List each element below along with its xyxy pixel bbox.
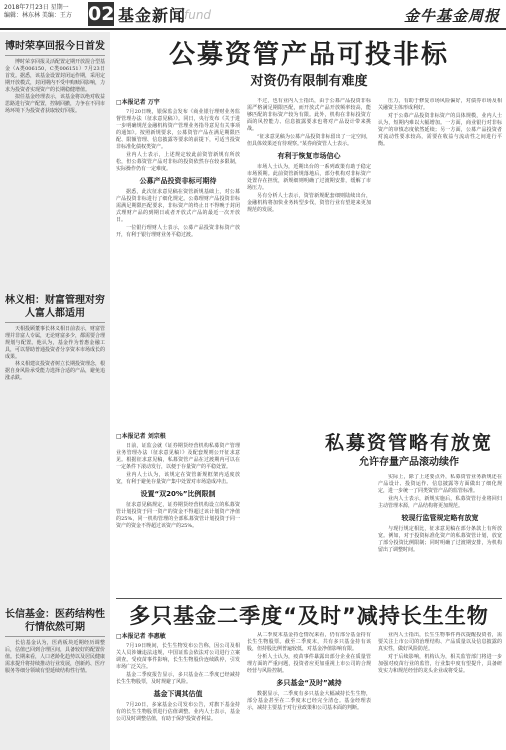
section-heading: 有利于恢复市场信心: [277, 152, 341, 160]
section-heading: 基金下调其估值: [153, 690, 203, 698]
paragraph: 数据显示，二季度有多只基金大幅减持长生生物，部分基金甚至在二季度末已经完全清仓。基金经理表示，减持主要基于对行业政策和公司基本面的判断。: [247, 691, 371, 711]
article-1-column-3: [378, 98, 502, 428]
editor-credit: 编辑：林东林 美编：王方: [4, 12, 72, 19]
main-content: [116, 32, 502, 750]
article-2-column-right: [378, 474, 502, 592]
section-heading: 公募产品投资非标可期待: [139, 177, 217, 185]
paragraph: 业内人士认为，该规定在资管新规框架内适度放宽，有利于避免存量资产集中处置对市场造成冲击。: [116, 472, 240, 485]
byline: □本报记者 李惠敏: [116, 633, 166, 640]
paragraph: 7月20日，多家基金公司发布公告，对旗下基金持有的长生生物股票进行估值调整。业内人士表示，基金公司及时调整估值，有助于保护投资者利益。: [116, 702, 240, 722]
paragraph: 据悉，此次征求意见稿在资管新规基础上，对公募产品投资非标进行了细化规定。公募理财产品投资非标需满足期限匹配要求，非标资产的终止日不得晚于封闭式理财产品的到期日或者开放式产品的最近一次开放日。: [116, 189, 240, 223]
sidebar-brief-2: [0, 294, 110, 594]
article-3-headline: 多只基金二季度“及时”减持长生生物: [116, 598, 502, 629]
article-3-column-1: [116, 632, 240, 748]
brief-headline: 林义相：财富管理对穷人富人都适用: [5, 294, 105, 323]
paragraph: 另有分析人士表示，资管新规配套细则陆续出台，金融机构将加快业务转型步伐，资管行业有望迎来更加规范的发展。: [247, 193, 371, 213]
issue-date: 2018年7月23日 星期一: [4, 4, 69, 11]
paragraph: 压力，有助于修复市场风险偏好，对债券市场及相关融资主体形成利好。: [378, 98, 502, 111]
article-3-column-3: [378, 632, 502, 748]
article-1-column-2: [247, 98, 371, 584]
paragraph: 业内人士表示，上述规定较此前资管新规有所放松，但公募资管产品对非标的投资依然存在较多限制，实际操作仍有一定难度。: [116, 152, 240, 172]
paragraph: 基金二季度报告显示，多只基金在二季度已经减持长生生物股票，及时规避了风险。: [116, 672, 240, 685]
paragraph: 实际上，除了上述要点外，私募资管业务新规还在产品设计、投资运作、信息披露等方面做出了细化规定，进一步统一了同类资管产品的监管标准。: [378, 474, 502, 494]
paragraph: 7月19日晚间，长生生物发布公告称，因公司及相关人员涉嫌违法违规，中国证监会依法对公司进行立案调查。受疫苗事件影响，长生生物股价连续跌停，引发市场广泛关注。: [116, 643, 240, 670]
paragraph: 一位银行理财人士表示，公募产品投资非标资产放开，有利于银行理财业务平稳过渡。: [116, 225, 240, 238]
byline: □本报记者 万宇: [116, 99, 160, 106]
byline: □本报记者 刘宗根: [116, 433, 166, 440]
paragraph: 7月20日晚，银保监会发布《商业银行理财业务监督管理办法（征求意见稿）》。同日，央行发布《关于进一步明确规范金融机构资产管理业务指导意见有关事项的通知》。按照新规要求，公募资管产品在满足期限匹配、限额管理、信息披露等要求的前提下，可适当投资非标准化债权类资产。: [116, 109, 240, 150]
paragraph: 业内人士指出，长生生物事件再次提醒投资者，需要关注上市公司的治理结构、产品质量以及信息披露的真实性，做好风险防范。: [378, 632, 502, 652]
section-heading: 较现行监管规定略有放宽: [401, 514, 479, 522]
paragraph: 从二季度末基金持仓情况来看，仍有部分基金持有长生生物股票。截至二季度末，共有多只基金持有该股，但持股比例普遍较低，对基金净值影响有限。: [247, 632, 371, 652]
page-number: 02: [88, 3, 115, 25]
paragraph: 业内人士表示，新规实施后，私募资管行业将回归主动管理本源，产品结构将更加规范。: [378, 496, 502, 509]
brief-paragraph: 拟任基金经理表示，该基金将以绝对收益思路进行资产配置，控制回撤，力争在不同市场环境下为投资者获取较好回报。: [5, 94, 106, 114]
brief-paragraph: 天相投顾董事长林义相日前表示，财富管理并非富人专属，无论财富多少，都需要合理规划与配置。他认为，基金作为普惠金融工具，可以帮助普通投资者分享资本市场成长的成果。: [5, 326, 106, 360]
paragraph: 征求意见稿规定，证券期货经营机构设立的私募资管计划投资于同一资产的资金不得超过该计划资产净值的25%，同一机构管理的全部私募资管计划投资于同一资产的资金不得超过该资产的25%。: [116, 502, 240, 529]
paragraph: 不过，也有业内人士指出，由于公募产品投资非标需严格满足期限匹配，而开放式产品开放频率较高，能够匹配的非标资产较为有限。此外，机构在非标投资方面的风控能力、信息披露要求也将对产品设计带来挑战。: [247, 98, 371, 132]
article-1-subheadline: 对资仍有限制有难度: [250, 74, 368, 89]
masthead-meta: [4, 4, 72, 20]
publication-logo: 金牛基金周报: [403, 7, 500, 25]
paragraph: 分析人士认为，疫苗事件暴露出部分企业在质量管理方面的严重问题，投资者应更加重视上市公司的合规经营与风险控制。: [247, 654, 371, 674]
article-2-headline: 私募资管略有放宽: [324, 432, 493, 454]
sidebar-brief-3: [0, 608, 110, 748]
article-2-column-left: [116, 432, 240, 592]
section-heading: 设置“双20%”比例限制: [140, 490, 216, 498]
section-heading: 多只基金“及时”减持: [276, 679, 342, 687]
paragraph: 与现行规定相比，征求意见稿在部分条款上有所放宽。例如，对于投资标准化资产的私募资管计划，放宽了部分投资比例限制；同时明确了过渡期安排，为机构留出了调整时间。: [378, 526, 502, 553]
article-2-subheadline: 允许存量产品滚动续作: [359, 457, 459, 468]
paragraph: “征求意见稿为公募产品投资非标留出了一定空间，但具体效果还有待观察。”某券商资管人士表示。: [247, 134, 371, 147]
sidebar: [0, 32, 110, 750]
brief-paragraph: 林义相建议投资者树立长期投资理念，根据自身风险承受能力选择合适的产品，避免追涨杀跌。: [5, 361, 106, 381]
section-title: 基金新闻: [118, 6, 187, 25]
paragraph: 对于后续影响，机构认为，相关监管部门将进一步加强对疫苗行业的监管，行业集中度有望提升，具备研发实力和规范经营的龙头企业或将受益。: [378, 654, 502, 674]
brief-paragraph: 博时荣享回报灵活配置定期开放混合型基金（A类006150，C类006151）7月23日首发。据悉，该基金设置封闭运作期，采用定期开放模式，封闭期内不受申购赎回影响，力求为投资者实现资产的长期稳健增值。: [5, 59, 106, 93]
article-1-headline: 公募资管产品可投非标: [168, 40, 449, 70]
brief-headline: 长信基金：医药结构性行情依然可期: [5, 608, 105, 637]
section-subtitle: fund: [184, 8, 212, 22]
article-1-column-1: [116, 98, 240, 428]
brief-paragraph: 长信基金认为，医药板块近期经历调整后，估值已回到合理区间，具备较好的配置价值。长期来看，人口老龄化趋势以及居民健康需求提升将持续推动行业发展，创新药、医疗服务等细分领域有望延续结构性行情。: [5, 640, 106, 674]
paragraph: 对于公募产品投资非标资产的具体规模，业内人士认为，短期内难以大幅增加。一方面，商业银行对非标资产的审慎态度依然延续；另一方面，公募产品投资者对流动性要求较高，需要在收益与流动性之间进行平衡。: [378, 113, 502, 147]
paragraph: 日前，证监会就《证券期货经营机构私募资产管理业务管理办法（征求意见稿）》及配套规则公开征求意见。根据征求意见稿，私募资管产品在过渡期内可以在一定条件下滚动发行，以便于存量资产的平稳处置。: [116, 443, 240, 470]
sidebar-brief-1: [0, 40, 110, 250]
article-3-column-2: [247, 632, 371, 748]
brief-headline: 博时荣享回报今日首发: [5, 40, 105, 56]
masthead: [0, 0, 506, 30]
paragraph: 市场人士认为，近期出台的一系列政策有助于稳定市场预期。此前资管新规落地后，部分机构对非标资产处置存在担忧，新规细则明确了过渡期安排，缓解了市场压力。: [247, 164, 371, 191]
